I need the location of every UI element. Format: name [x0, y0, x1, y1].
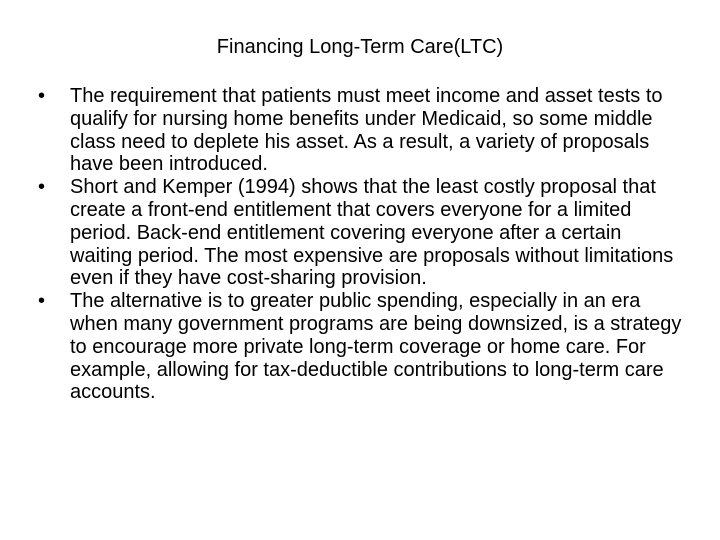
bullet-dot-icon: •	[38, 290, 46, 313]
bullet-text: The requirement that patients must meet income and asset tests to qualify for nursing home benefits under Medicaid, so some middle class need to deplete his asset. As a result, a variety of proposals have been introduced.	[70, 85, 663, 176]
bullet-dot-icon: •	[38, 85, 46, 107]
bullet-item-requirement	[38, 85, 688, 176]
bullet-list	[38, 85, 688, 404]
bullet-text: Short and Kemper (1994) shows that the least costly proposal that create a front-end entitlement that covers everyone for a limited period. Back-end entitlement covering everyone after a certain waiting period. The most expensive are proposals without limitations even if they have cost-sharing provision.	[70, 176, 674, 290]
slide-title: Financing Long-Term Care(LTC)	[216, 36, 504, 58]
bullet-text: The alternative is to greater public spending, especially in an era when many government programs are being downsized, is a strategy to encourage more private long-term coverage or home care. For example, allowing for tax-deductible contributions to long-term care accounts.	[70, 290, 682, 404]
bullet-item-short-kemper	[38, 176, 688, 290]
bullet-dot-icon: •	[38, 176, 46, 199]
bullet-item-alternative	[38, 290, 688, 404]
